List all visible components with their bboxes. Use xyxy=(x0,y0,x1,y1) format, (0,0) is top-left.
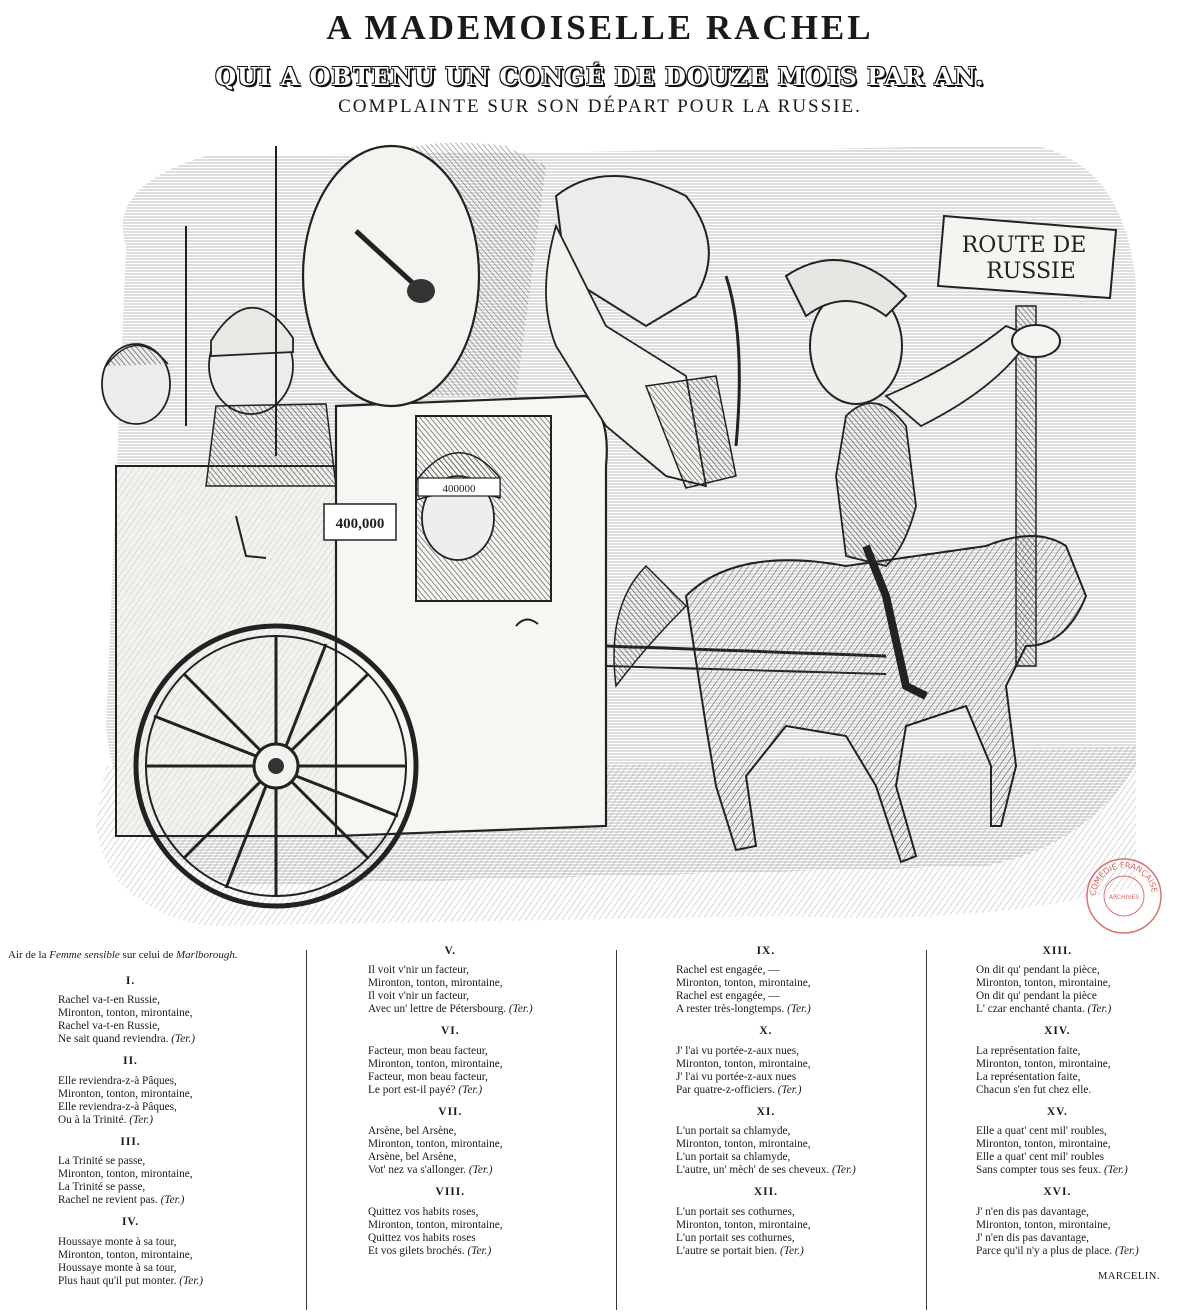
refrain-marker: (Ter.) xyxy=(832,1164,856,1177)
stanza-number: III. xyxy=(120,1135,141,1148)
tune-prefix: Air de la xyxy=(8,949,50,961)
verse-line: Mironton, tonton, mirontaine, xyxy=(676,1138,811,1151)
verse-column-2 xyxy=(368,945,533,1258)
verse-line-final xyxy=(976,1003,1139,1016)
verse-line: Mironton, tonton, mirontaine, xyxy=(368,1218,503,1231)
refrain-marker: (Ter.) xyxy=(508,1003,533,1016)
verse-line: Il voit v'nir un facteur, xyxy=(368,990,470,1003)
verse-line: L'un portait ses cothurnes, xyxy=(676,1205,795,1218)
refrain-marker: (Ter.) xyxy=(171,1033,196,1046)
verse-line-text: Plus haut qu'il put monter. xyxy=(58,1274,180,1287)
stamp-center-text: ARCHIVES xyxy=(1108,894,1140,901)
verse-line: Elle reviendra-z-à Pâques, xyxy=(58,1100,177,1113)
verse-line: Facteur, mon beau facteur, xyxy=(368,1044,488,1057)
verse-line: Mironton, tonton, mirontaine, xyxy=(676,1218,811,1231)
verse-line-text: Parce qu'il n'y a plus de place. xyxy=(976,1244,1115,1257)
refrain-marker: (Ter.) xyxy=(779,1244,804,1257)
stanza-number: IV. xyxy=(121,1216,140,1229)
verse-column-3 xyxy=(676,945,856,1258)
stanza-number: XVI. xyxy=(1043,1186,1072,1199)
sign-line-2: RUSSIE xyxy=(986,259,1076,284)
tune-name-2: Marlborough. xyxy=(176,949,238,961)
refrain-marker: (Ter.) xyxy=(777,1083,802,1096)
verse-line-final xyxy=(58,1194,203,1207)
verse-line-text: Chacun s'en fut chez elle. xyxy=(976,1083,1092,1096)
refrain-marker: (Ter.) xyxy=(129,1113,153,1126)
verse-line-final xyxy=(368,1003,533,1016)
tune-name-1: Femme sensible xyxy=(49,949,120,961)
verse-line-text: Vot' nez va s'allonger. xyxy=(368,1164,469,1177)
verse-line-final xyxy=(676,1245,856,1258)
verse-line-final xyxy=(58,1275,203,1288)
column-divider xyxy=(306,950,307,1310)
verse-line: Mironton, tonton, mirontaine, xyxy=(676,1057,811,1070)
verse-line-final xyxy=(58,1033,203,1046)
archive-stamp xyxy=(1084,856,1164,936)
verse-line: Mironton, tonton, mirontaine, xyxy=(368,1057,503,1070)
verse-line: La Trinité se passe, xyxy=(58,1181,146,1194)
caricature-illustration xyxy=(86,126,1144,944)
verse-line: Rachel va-t-en Russie, xyxy=(58,994,160,1007)
figure-in-window xyxy=(416,453,500,560)
verse-line-text: L'autre, un' mèch' de ses cheveux. xyxy=(676,1164,833,1177)
sign-line-1: ROUTE DE xyxy=(961,233,1087,258)
verse-line: Mironton, tonton, mirontaine, xyxy=(58,1007,193,1020)
verse-line: J' l'ai vu portée-z-aux nues xyxy=(676,1070,797,1083)
refrain-marker: (Ter.) xyxy=(1114,1244,1139,1257)
verse-line: Mironton, tonton, mirontaine, xyxy=(976,977,1111,990)
refrain-marker: (Ter.) xyxy=(467,1244,492,1257)
tune-middle: sur celui de xyxy=(119,949,176,961)
refrain-marker: (Ter.) xyxy=(787,1003,811,1016)
verse-line: La représentation faite, xyxy=(976,1070,1081,1083)
verse-line: La représentation faite, xyxy=(976,1044,1081,1057)
verse-line: Rachel est engagée, — xyxy=(676,990,780,1003)
refrain-marker: (Ter.) xyxy=(160,1194,185,1207)
verse-line: Mironton, tonton, mirontaine, xyxy=(58,1087,193,1100)
verse-column-1 xyxy=(58,975,203,1288)
verse-line-text: L' czar enchanté chanta. xyxy=(976,1003,1088,1016)
verse-line: Arsène, bel Arsène, xyxy=(368,1125,457,1138)
verse-line-final xyxy=(676,1003,856,1016)
column-divider xyxy=(926,950,927,1310)
column-divider xyxy=(616,950,617,1310)
verse-line: J' n'en dis pas davantage, xyxy=(976,1231,1089,1244)
verse-line-text: Sans compter tous ses feux. xyxy=(976,1164,1105,1177)
verse-line: L'un portait sa chlamyde, xyxy=(676,1151,791,1164)
stanza-number: XII. xyxy=(753,1186,778,1199)
stanza-number: I. xyxy=(125,975,136,987)
verse-line: Mironton, tonton, mirontaine, xyxy=(58,1168,193,1181)
refrain-marker: (Ter.) xyxy=(1087,1003,1112,1016)
verse-line: Mironton, tonton, mirontaine, xyxy=(676,977,811,990)
tune-note xyxy=(8,949,238,961)
verse-line-final xyxy=(976,1164,1139,1177)
verse-line-final xyxy=(368,1164,533,1177)
refrain-marker: (Ter.) xyxy=(179,1274,204,1287)
verse-line: Mironton, tonton, mirontaine, xyxy=(58,1248,193,1261)
stanza-number: X. xyxy=(759,1025,773,1038)
svg-text:COMÉDIE FRANÇAISE xyxy=(1089,861,1159,896)
stanza-number: VII. xyxy=(438,1105,463,1118)
verse-line: Rachel est engagée, — xyxy=(676,964,780,977)
verse-line: L'un portait sa chlamyde, xyxy=(676,1125,791,1138)
verse-line: Elle a quat' cent mil' roubles xyxy=(976,1151,1104,1164)
verse-line-text: Avec un' lettre de Pétersbourg. xyxy=(368,1003,509,1016)
carriage-wheel xyxy=(136,626,416,906)
stanza-number: XV. xyxy=(1046,1105,1068,1118)
stanza-number: VIII. xyxy=(435,1186,466,1199)
carriage-price-sign: 400,000 xyxy=(335,516,385,532)
verse-line-text: Ne sait quand reviendra. xyxy=(58,1033,172,1046)
stanza-number: V. xyxy=(444,945,457,957)
verse-line-text: Ou à la Trinité. xyxy=(58,1113,130,1126)
verse-line: Mironton, tonton, mirontaine, xyxy=(976,1218,1111,1231)
verse-line: Quittez vos habits roses xyxy=(368,1231,476,1244)
verse-line: Facteur, mon beau facteur, xyxy=(368,1070,488,1083)
verse-line-text: A rester très-longtemps. xyxy=(676,1003,788,1016)
page-subtitle: QUI A OBTENU UN CONGÉ DE DOUZE MOIS PAR AN. xyxy=(215,62,985,91)
verse-line-final xyxy=(676,1084,856,1097)
verse-line: La Trinité se passe, xyxy=(58,1155,146,1168)
verse-column-4 xyxy=(976,945,1139,1258)
verse-line: Mironton, tonton, mirontaine, xyxy=(976,1138,1111,1151)
verse-line: J' l'ai vu portée-z-aux nues, xyxy=(676,1044,799,1057)
stanza-number: VI. xyxy=(441,1025,460,1038)
verse-line-text: Le port est-il payé? xyxy=(368,1083,459,1096)
verse-line: Elle a quat' cent mil' roubles, xyxy=(976,1125,1107,1138)
verse-line: J' n'en dis pas davantage, xyxy=(976,1205,1089,1218)
verse-line: Mironton, tonton, mirontaine, xyxy=(368,977,503,990)
verse-line: Mironton, tonton, mirontaine, xyxy=(976,1057,1111,1070)
verse-line-final xyxy=(976,1245,1139,1258)
verse-line-final xyxy=(368,1084,533,1097)
verse-line-final xyxy=(676,1164,856,1177)
refrain-marker: (Ter.) xyxy=(458,1083,483,1096)
author-signature: MARCELIN. xyxy=(1098,1271,1160,1282)
verse-line: On dit qu' pendant la pièce, xyxy=(976,964,1100,977)
verse-line: Houssaye monte à sa tour, xyxy=(58,1261,177,1274)
verse-line-final xyxy=(368,1245,533,1258)
verse-line: Rachel va-t-en Russie, xyxy=(58,1020,160,1033)
verse-line-text: Par quatre-z-officiers. xyxy=(676,1083,778,1096)
stanza-number: XI. xyxy=(756,1105,776,1118)
verse-line: Elle reviendra-z-à Pâques, xyxy=(58,1074,177,1087)
verse-line-text: L'autre se portait bien. xyxy=(676,1244,780,1257)
stanza-number: II. xyxy=(123,1055,138,1068)
verse-line: Quittez vos habits roses, xyxy=(368,1205,479,1218)
refrain-marker: (Ter.) xyxy=(468,1164,493,1177)
verse-line-final xyxy=(976,1084,1139,1097)
stanza-number: XIV. xyxy=(1044,1025,1071,1038)
page-title: A MADEMOISELLE RACHEL xyxy=(326,8,874,47)
verse-line-text: Rachel ne revient pas. xyxy=(58,1194,161,1207)
stanza-number: XIII. xyxy=(1042,945,1073,957)
verse-line: L'un portait ses cothurnes, xyxy=(676,1231,795,1244)
verse-line-final xyxy=(58,1114,203,1127)
stamp-ring-text: COMÉDIE FRANÇAISE xyxy=(1088,860,1159,897)
stanza-number: IX. xyxy=(756,945,776,957)
verse-line: Il voit v'nir un facteur, xyxy=(368,964,470,977)
verse-line: On dit qu' pendant la pièce xyxy=(976,990,1097,1003)
verse-line-text: Et vos gilets brochés. xyxy=(368,1244,468,1257)
page-subheading: COMPLAINTE SUR SON DÉPART POUR LA RUSSIE. xyxy=(338,96,862,117)
bass-drum xyxy=(303,143,546,406)
verse-line: Mironton, tonton, mirontaine, xyxy=(368,1138,503,1151)
verse-line: Houssaye monte à sa tour, xyxy=(58,1235,177,1248)
verse-line: Arsène, bel Arsène, xyxy=(368,1151,457,1164)
refrain-marker: (Ter.) xyxy=(1104,1164,1128,1177)
hat-band-label: 400000 xyxy=(442,483,476,495)
